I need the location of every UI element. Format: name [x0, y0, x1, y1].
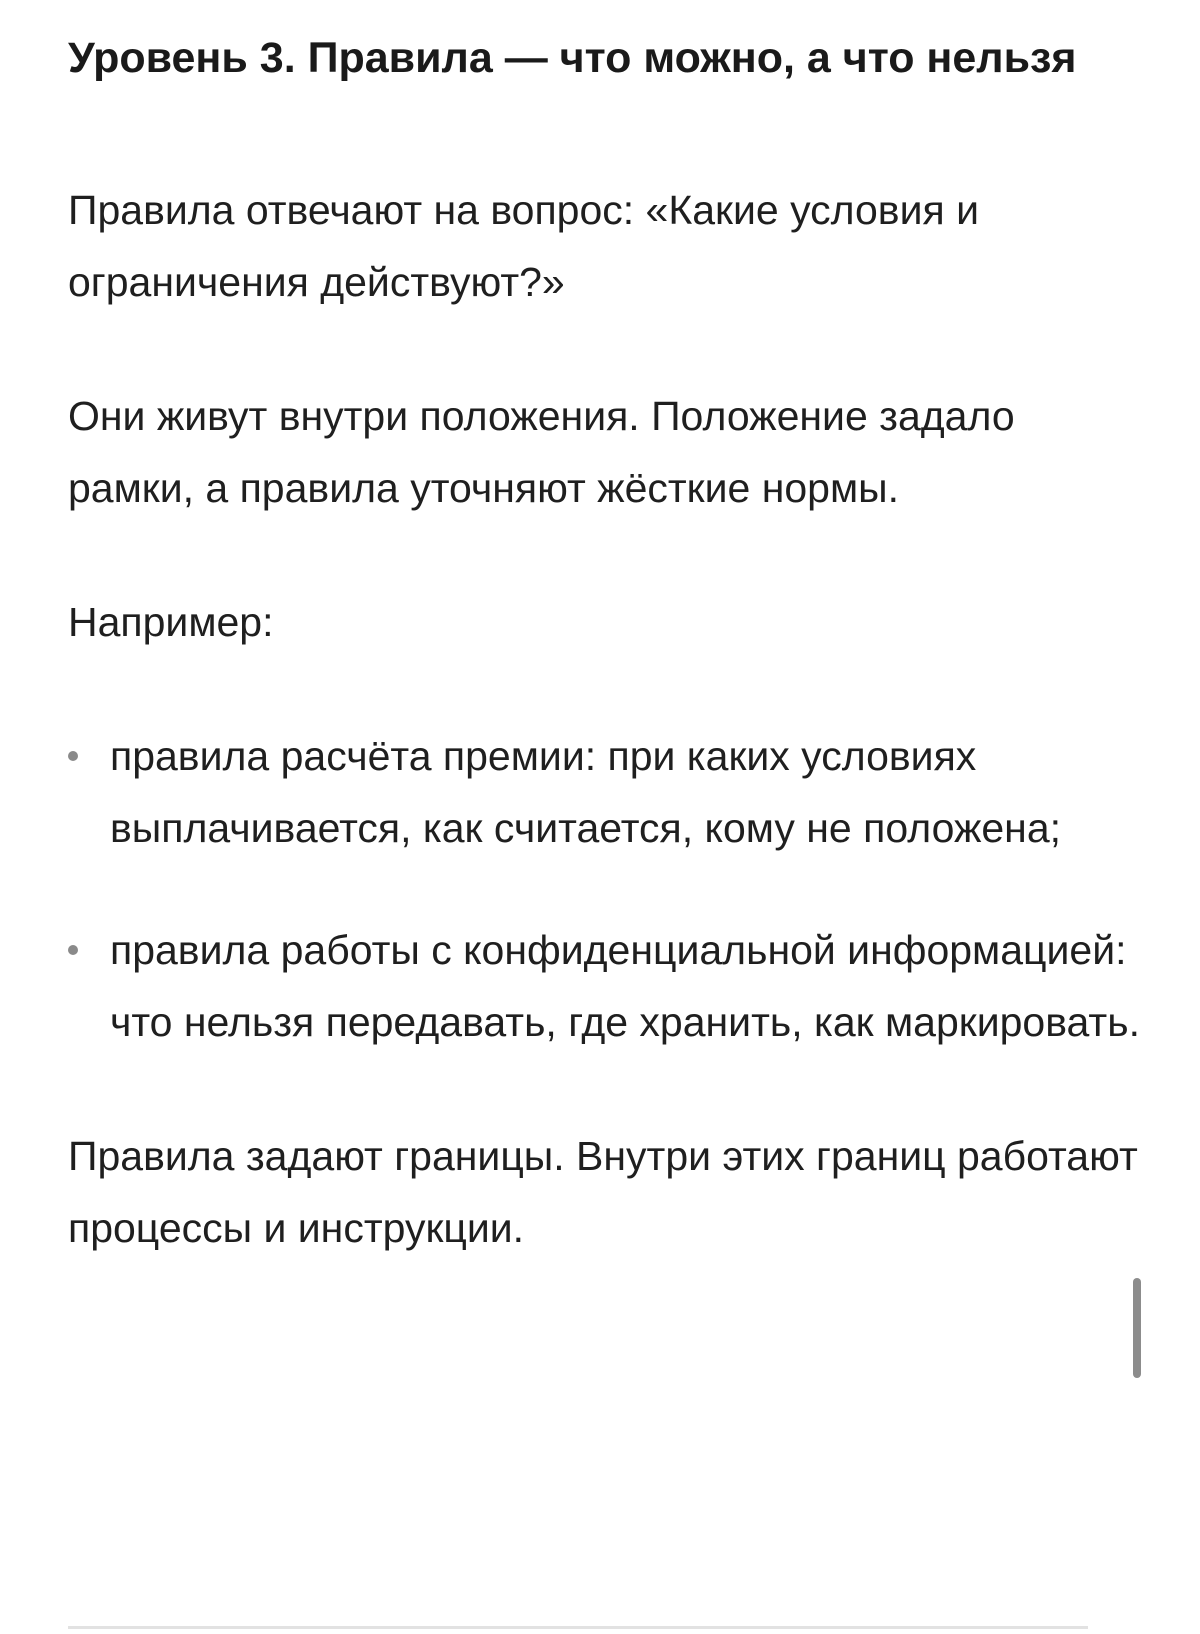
list-item-text: правила расчёта премии: при каких условиях выплачивается, как считается, кому не положена;: [110, 733, 1062, 851]
context-paragraph: Они живут внутри положения. Положение задало рамки, а правила уточняют жёсткие нормы.: [68, 393, 1015, 511]
bullet-dot-icon: [68, 945, 78, 955]
section-heading: Уровень 3. Правила — что можно, а что нельзя: [68, 34, 1077, 82]
list-item: [68, 914, 1148, 1058]
example-lead: Например:: [68, 599, 274, 645]
intro-paragraph: Правила отвечают на вопрос: «Какие условия и ограничения действуют?»: [68, 187, 979, 305]
conclusion-paragraph: Правила задают границы. Внутри этих границ работают процессы и инструкции.: [68, 1133, 1138, 1251]
article: [68, 22, 1148, 1264]
list-item-text: правила работы с конфиденциальной информацией: что нельзя передавать, где хранить, как маркировать.: [110, 927, 1140, 1045]
bullet-dot-icon: [68, 751, 78, 761]
example-list: [68, 720, 1148, 1058]
scrollbar[interactable]: [1133, 1278, 1141, 1378]
list-item: [68, 720, 1148, 864]
divider: [68, 1626, 1088, 1629]
